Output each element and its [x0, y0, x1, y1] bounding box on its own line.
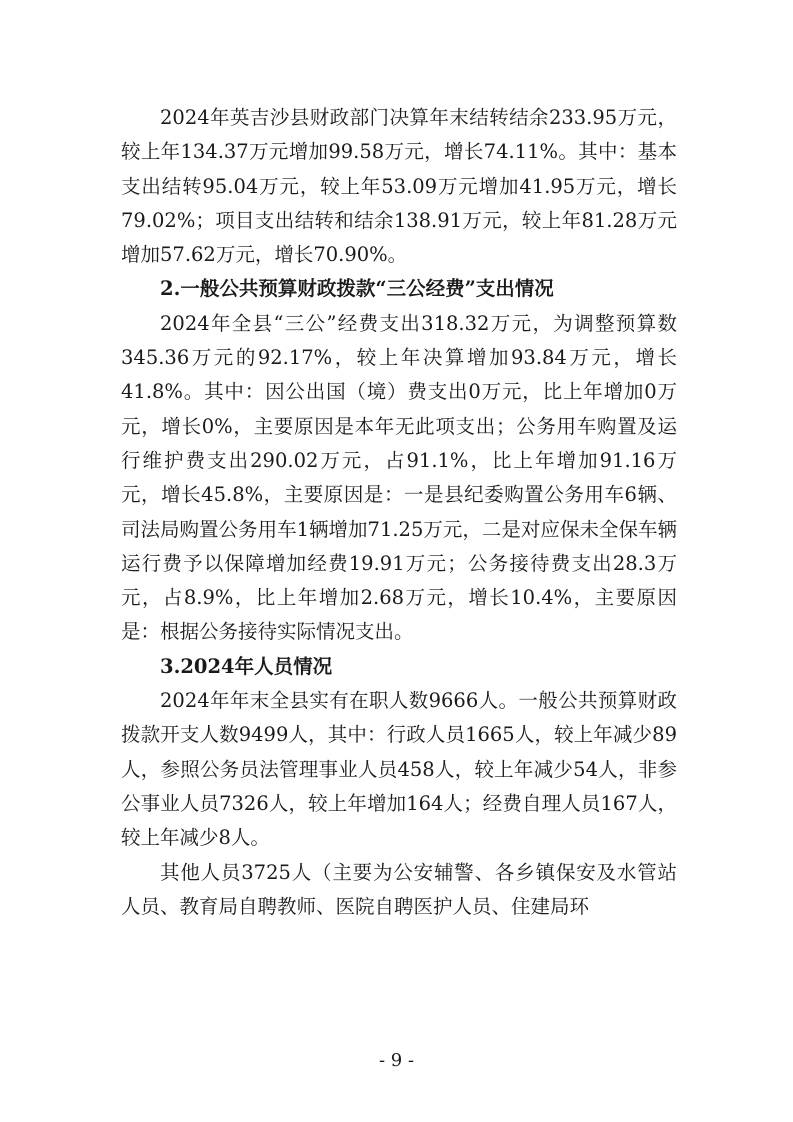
paragraph-carryover-balance: 2024年英吉沙县财政部门决算年末结转结余233.95万元，较上年134.37万元增加99.58万元，增长74.11%。其中：基本支出结转95.04万元，较上年53.09万元增加41.95万元，增长79.02%；项目支出结转和结余138.91万元，较上年81.28万元增加57.62万元，增长70.90%。	[121, 106, 677, 267]
heading-three-public-expenses: 2.一般公共预算财政拨款“三公经费”支出情况	[160, 277, 554, 301]
paragraph-three-public-expenses: 2024年全县“三公”经费支出318.32万元，为调整预算数345.36万元的92.17%，较上年决算增加93.84万元，增长41.8%。其中：因公出国（境）费支出0万元，比上年增加0万元，增长0%，主要原因是本年无此项支出；公务用车购置及运行维护费支出290.02万元，占91.1%，比上年增加91.16万元，增长45.8%，主要原因是：一是县纪委购置公务用车6辆、司法局购置公务用车1辆增加71.25万元，二是对应保未全保车辆运行费予以保障增加经费19.91万元；公务接待费支出28.3万元，占8.9%，比上年增加2.68万元，增长10.4%，主要原因是：根据公务接待实际情况支出。	[121, 311, 677, 644]
paragraph-staff-count: 2024年年末全县实有在职人数9666人。一般公共预算财政拨款开支人数9499人，其中：行政人员1665人，较上年减少89人，参照公务员法管理事业人员458人，较上年减少54人，非参公事业人员7326人，较上年增加164人；经费自理人员167人，较上年减少8人。	[121, 689, 677, 850]
document-body	[121, 101, 677, 924]
page-number: - 9 -	[378, 1050, 415, 1071]
heading-staff-situation: 3.2024年人员情况	[160, 654, 333, 678]
paragraph-other-staff: 其他人员3725人（主要为公安辅警、各乡镇保安及水管站人员、教育局自聘教师、医院自聘医护人员、住建局环	[121, 860, 677, 918]
